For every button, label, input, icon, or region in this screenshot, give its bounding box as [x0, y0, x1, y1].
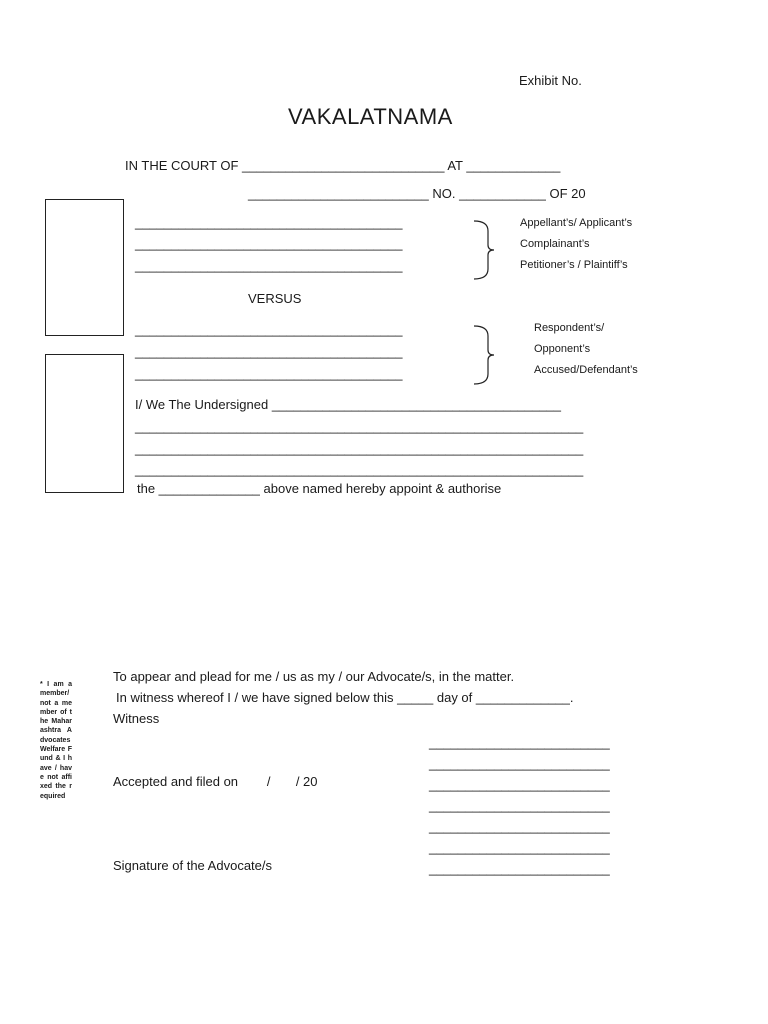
body-line-1: ______________________________________________________________ — [135, 419, 584, 434]
signature-line-5: _________________________ — [429, 819, 610, 834]
accepted-filed-line: Accepted and filed on / / 20 — [113, 774, 318, 789]
respondent-line-1: _____________________________________ — [135, 322, 403, 337]
appear-plead-line: To appear and plead for me / us as my / our Advocate/s, in the matter. — [113, 669, 515, 684]
signature-line-4: _________________________ — [429, 798, 610, 813]
court-line: IN THE COURT OF ____________________________ AT _____________ — [125, 158, 561, 173]
appellant-line-3: _____________________________________ — [135, 258, 403, 273]
undersigned-line: I/ We The Undersigned ________________________________________ — [135, 397, 562, 412]
signature-line-2: _________________________ — [429, 756, 610, 771]
respondent-line-2: _____________________________________ — [135, 344, 403, 359]
witness-whereof-line: In witness whereof I / we have signed below this _____ day of _____________. — [116, 690, 574, 705]
signature-line-7: _________________________ — [429, 861, 610, 876]
signature-line-1: _________________________ — [429, 735, 610, 750]
photo-box-1 — [45, 199, 124, 336]
signature-line-6: _________________________ — [429, 840, 610, 855]
opponent-label: Opponent’s — [534, 343, 591, 355]
photo-box-2 — [45, 354, 124, 493]
versus-label: VERSUS — [248, 291, 302, 306]
appellant-line-1: _____________________________________ — [135, 215, 403, 230]
advocate-signature-label: Signature of the Advocate/s — [113, 858, 272, 873]
witness-label: Witness — [113, 711, 160, 726]
case-number-line: _________________________ NO. ____________ OF 20 — [248, 186, 586, 201]
accused-label: Accused/Defendant’s — [534, 364, 638, 376]
exhibit-number-label: Exhibit No. — [519, 73, 582, 88]
respondent-line-3: _____________________________________ — [135, 366, 403, 381]
appellant-label: Appellant’s/ Applicant’s — [520, 217, 633, 229]
appoint-line: the ______________ above named hereby appoint & authorise — [137, 481, 502, 496]
signature-line-3: _________________________ — [429, 777, 610, 792]
petitioner-label: Petitioner’s / Plaintiff’s — [520, 259, 628, 271]
appellant-brace — [472, 219, 496, 281]
respondent-label: Respondent’s/ — [534, 322, 605, 334]
welfare-fund-note: * I am a member/ not a member of the Maharashtra Advocates Welfare Fund & I have / have not affixed the required — [40, 681, 72, 800]
appellant-line-2: _____________________________________ — [135, 236, 403, 251]
document-title: VAKALATNAMA — [288, 104, 453, 129]
complainant-label: Complainant’s — [520, 238, 590, 250]
respondent-brace — [472, 324, 496, 386]
body-line-2: ______________________________________________________________ — [135, 441, 584, 456]
body-line-3: ______________________________________________________________ — [135, 462, 584, 477]
